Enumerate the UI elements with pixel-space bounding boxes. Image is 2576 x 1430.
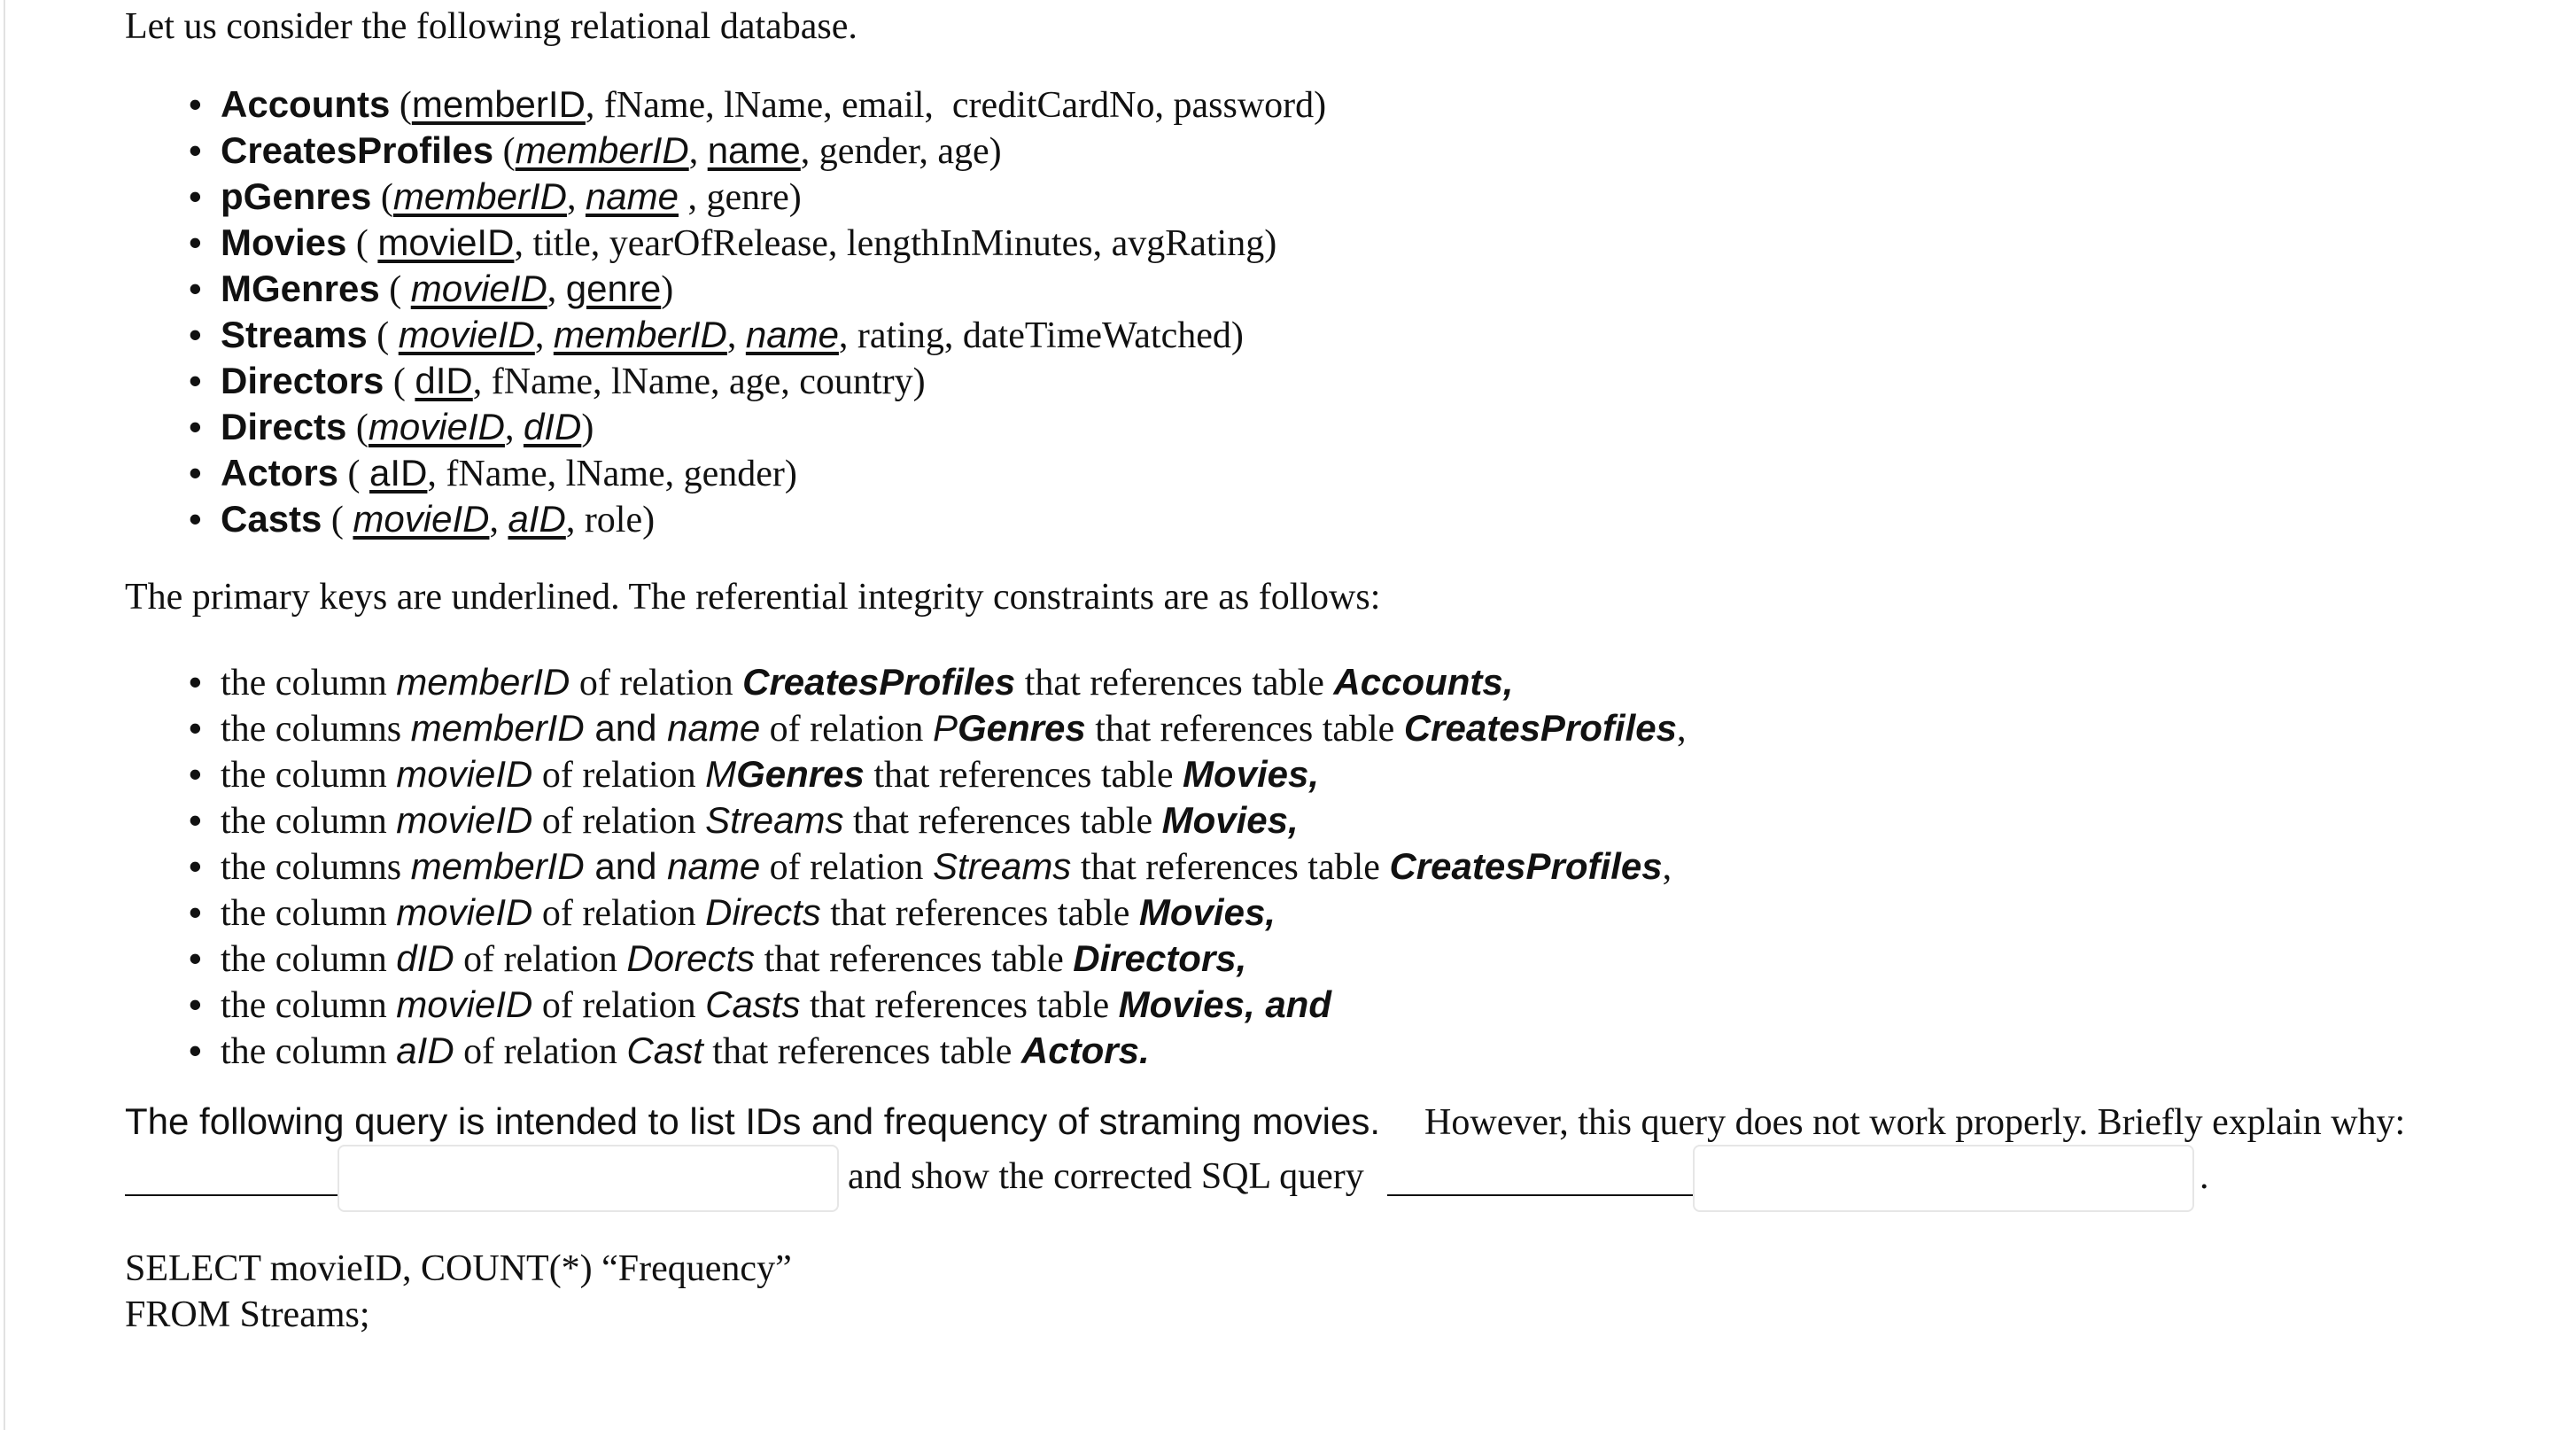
constraint-text: of relation <box>454 1031 627 1072</box>
bullet-icon: • <box>189 221 202 263</box>
attribute-text: , <box>489 500 508 540</box>
question-part-1: The following query is intended to list IDs and frequency of straming movies. <box>125 1100 1381 1142</box>
constraint-text: the column <box>221 939 397 980</box>
attribute-text: , title, yearOfRelease, lengthInMinutes, avgRating) <box>514 223 1277 264</box>
answer-blank-2[interactable] <box>1693 1145 2194 1212</box>
constraint-text: Movies, <box>1161 799 1299 841</box>
key-attribute: movieID <box>410 268 547 309</box>
relation-open-paren: ( <box>338 454 370 494</box>
relation-name: Movies <box>221 221 347 263</box>
bullet-icon: • <box>189 1030 202 1071</box>
constraint-text: Casts <box>705 983 801 1025</box>
sql-query-line-1: SELECT movieID, COUNT(*) “Frequency” <box>125 1248 792 1289</box>
constraint-text: aID <box>396 1030 454 1071</box>
constraint-text: the columns <box>221 847 411 888</box>
key-attribute: aID <box>369 452 428 494</box>
bullet-icon: • <box>189 891 202 933</box>
bullet-icon: • <box>189 406 202 447</box>
constraint-text: Accounts, <box>1333 661 1514 703</box>
bullet-icon: • <box>189 799 202 841</box>
relation-name: Accounts <box>221 83 391 125</box>
relation-name: MGenres <box>221 268 380 309</box>
constraint-text: the column <box>221 1031 397 1072</box>
bullet-icon: • <box>189 845 202 887</box>
constraint-text: the column <box>221 755 397 796</box>
constraint-text: of relation <box>454 939 627 980</box>
relation-name: Directors <box>221 360 384 401</box>
relation-open-paren: ( <box>346 223 378 264</box>
primary-key-note: The primary keys are underlined. The referential integrity constraints are as follows: <box>125 577 1381 618</box>
constraint-text: Movies, <box>1138 891 1276 933</box>
key-attribute: dID <box>523 406 582 447</box>
constraint-text: movieID <box>396 799 533 841</box>
bullet-icon: • <box>189 129 202 171</box>
relation-name: Directs <box>221 406 347 447</box>
constraint-text: of relation <box>532 893 706 934</box>
relation-name: Streams <box>221 314 368 355</box>
bullet-icon: • <box>189 983 202 1025</box>
constraint-text: that references table <box>843 801 1162 842</box>
bullet-icon: • <box>189 661 202 703</box>
bullet-icon: • <box>189 498 202 540</box>
relation-open-paren: ( <box>390 85 412 126</box>
key-attribute: movieID <box>377 221 515 263</box>
key-attribute: memberID <box>515 129 689 171</box>
constraint-text: that references table <box>1071 847 1390 888</box>
attribute-text: , <box>547 269 566 310</box>
constraint-text: of relation <box>532 801 706 842</box>
relation-name: CreatesProfiles <box>221 129 494 171</box>
constraint-text: the columns <box>221 709 411 750</box>
constraint-text: the column <box>221 663 397 703</box>
attribute-text: , <box>726 315 746 356</box>
bullet-icon: • <box>189 937 202 979</box>
attribute-text: , <box>566 177 586 218</box>
constraint-text: Actors. <box>1020 1030 1150 1071</box>
constraint-text: that references table <box>1085 709 1404 750</box>
constraint-text: Directs <box>705 891 821 933</box>
constraint-text: Dorects <box>626 937 756 979</box>
constraint-text: dID <box>396 937 454 979</box>
bullet-icon: • <box>189 452 202 494</box>
constraint-text: and <box>584 845 668 887</box>
constraint-text: movieID <box>396 753 533 795</box>
constraint-text: name <box>667 845 761 887</box>
constraint-text: of relation <box>532 985 706 1026</box>
constraint-text: memberID <box>396 661 570 703</box>
relation-open-paren: ( <box>379 269 411 310</box>
attribute-text: ) <box>581 408 594 448</box>
constraint-text: and <box>584 707 668 749</box>
constraint-text: , <box>1676 709 1687 750</box>
constraint-text: memberID <box>410 707 585 749</box>
constraint-text: movieID <box>396 891 533 933</box>
attribute-text: , gender, age) <box>800 131 1002 172</box>
relation-open-paren: ( <box>384 361 415 402</box>
constraint-text: that references table <box>1015 663 1334 703</box>
attribute-text: , fName, lName, email, creditCardNo, password) <box>585 85 1327 126</box>
answer-blank-1[interactable] <box>338 1145 839 1212</box>
constraint-text: Genres <box>957 707 1086 749</box>
constraint-text: M <box>705 753 737 795</box>
constraint-text: name <box>667 707 761 749</box>
relation-name: Casts <box>221 498 322 540</box>
relation-open-paren: ( <box>367 315 399 356</box>
constraint-text: of relation <box>760 847 933 888</box>
blank-2-rule <box>1387 1194 1693 1196</box>
answer-middle-text: and show the corrected SQL query <box>848 1156 1364 1197</box>
constraint-text: of relation <box>570 663 743 703</box>
key-attribute: memberID <box>553 314 727 355</box>
attribute-text: , fName, lName, age, country) <box>472 361 926 402</box>
bullet-icon: • <box>189 753 202 795</box>
constraint-text: that references table <box>864 755 1183 796</box>
constraint-text: of relation <box>532 755 706 796</box>
question-part-2: However, this query does not work properly. Briefly explain why: <box>1424 1102 2406 1143</box>
attribute-text: , role) <box>565 500 656 540</box>
attribute-text: , <box>504 408 524 448</box>
constraint-text: P <box>932 707 958 749</box>
relation-name: pGenres <box>221 175 372 217</box>
bullet-icon: • <box>189 268 202 309</box>
constraint-text: that references table <box>755 939 1074 980</box>
constraint-text: CreatesProfiles <box>742 661 1016 703</box>
key-attribute: movieID <box>398 314 535 355</box>
constraint-text: movieID <box>396 983 533 1025</box>
constraint-text: Movies, and <box>1118 983 1331 1025</box>
attribute-text: , fName, lName, gender) <box>427 454 797 494</box>
attribute-text: , rating, dateTimeWatched) <box>838 315 1244 356</box>
blank-1-rule <box>125 1194 338 1196</box>
key-attribute: name <box>707 129 801 171</box>
constraint-text: Streams <box>932 845 1072 887</box>
key-attribute: aID <box>508 498 566 540</box>
key-attribute: movieID <box>353 498 490 540</box>
constraint-item <box>221 1028 1150 1083</box>
constraint-text: that references table <box>820 893 1139 934</box>
constraint-text: Directors, <box>1073 937 1247 979</box>
bullet-icon: • <box>189 83 202 125</box>
constraint-text: Cast <box>626 1030 703 1071</box>
relation-open-paren: ( <box>371 177 393 218</box>
relation-open-paren: ( <box>322 500 353 540</box>
constraint-text: that references table <box>800 985 1119 1026</box>
bullet-icon: • <box>189 314 202 355</box>
key-attribute: dID <box>415 360 473 401</box>
constraint-text: Genres <box>736 753 865 795</box>
attribute-text: , <box>688 131 708 172</box>
relation-name: Actors <box>221 452 339 494</box>
bullet-icon: • <box>189 175 202 217</box>
key-attribute: name <box>585 175 679 217</box>
page-left-border <box>4 0 5 1430</box>
attribute-text: , genre) <box>679 177 802 218</box>
constraint-text: the column <box>221 801 397 842</box>
constraint-text: the column <box>221 893 397 934</box>
attribute-text: ) <box>661 269 674 310</box>
bullet-icon: • <box>189 707 202 749</box>
constraint-text: , <box>1662 847 1672 888</box>
intro-text: Let us consider the following relational database. <box>125 6 857 47</box>
key-attribute: movieID <box>368 406 505 447</box>
key-attribute: memberID <box>392 175 567 217</box>
key-attribute: genre <box>565 268 662 309</box>
relation-open-paren: ( <box>346 408 369 448</box>
constraint-text: CreatesProfiles <box>1403 707 1677 749</box>
key-attribute: memberID <box>411 83 586 125</box>
constraint-text: memberID <box>410 845 585 887</box>
constraint-text: Movies, <box>1182 753 1320 795</box>
schema-item <box>221 496 655 551</box>
constraint-text: that references table <box>702 1031 1021 1072</box>
answer-end-period: . <box>2200 1156 2209 1197</box>
relation-open-paren: ( <box>493 131 516 172</box>
constraint-text: of relation <box>760 709 933 750</box>
attribute-text: , <box>534 315 554 356</box>
constraint-text: CreatesProfiles <box>1389 845 1663 887</box>
sql-query-line-2: FROM Streams; <box>125 1294 370 1335</box>
bullet-icon: • <box>189 360 202 401</box>
constraint-text: Streams <box>705 799 844 841</box>
constraint-text: the column <box>221 985 397 1026</box>
key-attribute: name <box>745 314 839 355</box>
